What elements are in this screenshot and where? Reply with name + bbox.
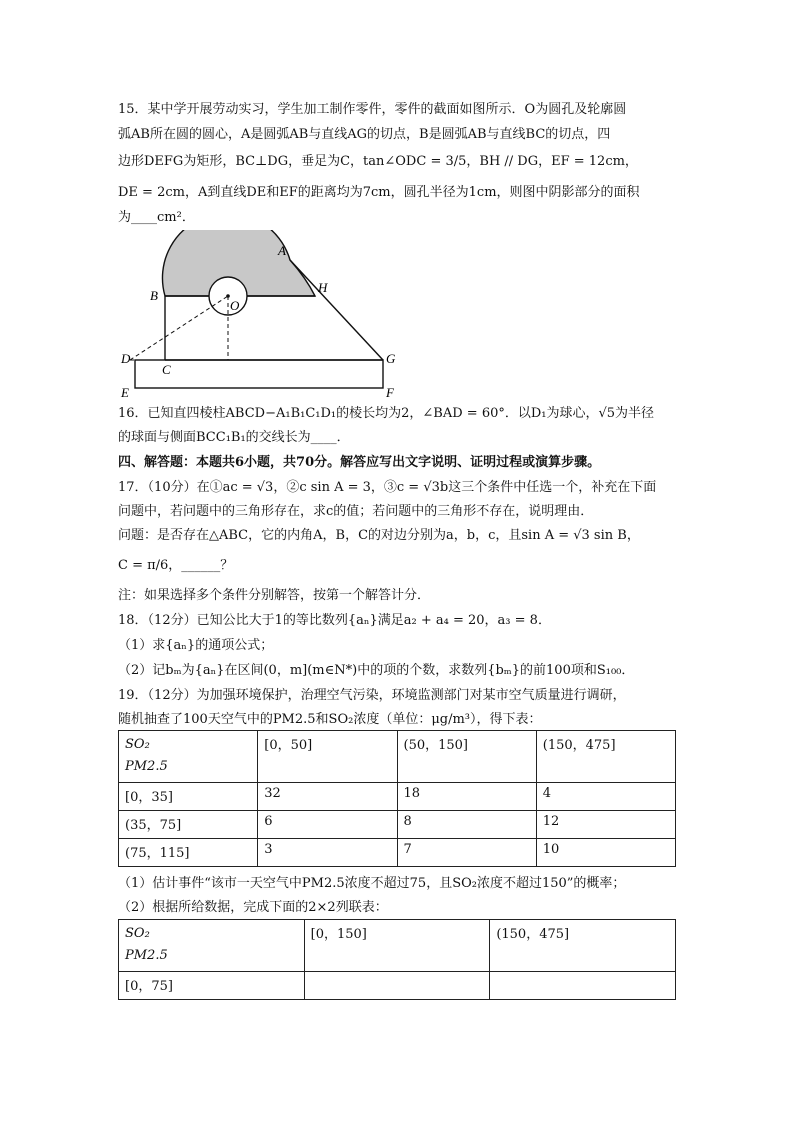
- table1-col-header: [0，50]: [258, 731, 397, 783]
- q19-part1: （1）估计事件“该市一天空气中PM2.5浓度不超过75，且SO₂浓度不超过150”的概率；: [118, 876, 626, 891]
- table1-cell: 32: [258, 783, 397, 811]
- q18-part2: （2）记bₘ为{aₙ}在区间(0，m](m∈N*)中的项的个数，求数列{bₘ}的前100项和S₁₀₀．: [118, 663, 635, 678]
- table2-corner-bottom: PM2.5: [125, 948, 168, 963]
- table2-row-label: [0，75]: [119, 972, 305, 1000]
- table2-cell: [304, 972, 490, 1000]
- rect-defg: [135, 360, 383, 388]
- table2-corner-cell: [119, 920, 305, 972]
- q19-part2: （2）根据所给数据，完成下面的2×2列联表：: [118, 900, 388, 915]
- q17-line1: 17．（10分）在①ac = √3，②c sin A = 3，③c = √3b这三个条件中任选一个，补充在下面: [118, 480, 657, 495]
- table-row: [119, 839, 676, 867]
- dashed-do: [130, 296, 228, 360]
- table1-cell: 8: [397, 811, 536, 839]
- table1-header-row: [119, 731, 676, 783]
- table1-corner-top: SO₂: [125, 737, 150, 752]
- label-e: E: [121, 385, 129, 400]
- q15-figure: [118, 230, 408, 402]
- table-row: [119, 811, 676, 839]
- table1-row-label: (75，115]: [119, 839, 258, 867]
- label-a: A: [278, 243, 286, 258]
- q16-line2: 的球面与侧面BCC₁B₁的交线长为____．: [118, 430, 350, 445]
- label-b: B: [150, 288, 158, 303]
- line-ag: [290, 260, 383, 360]
- table1-cell: 3: [258, 839, 397, 867]
- table1-cell: 10: [536, 839, 675, 867]
- table1-cell: 6: [258, 811, 397, 839]
- label-c: C: [162, 362, 171, 377]
- table1-col-header: (50，150]: [397, 731, 536, 783]
- table-row: [119, 783, 676, 811]
- q15-line4: DE = 2cm，A到直线DE和EF的距离均为7cm，圆孔半径为1cm，则图中阴影部分的面积: [118, 185, 640, 200]
- label-o: O: [230, 298, 240, 313]
- q17-line4: C = π/6，______？: [118, 558, 234, 573]
- table2-header-row: [119, 920, 676, 972]
- q15-line5: 为____cm²．: [118, 210, 195, 225]
- table2-corner-top: SO₂: [125, 926, 150, 941]
- q19-line2: 随机抽查了100天空气中的PM2.5和SO₂浓度（单位：μg/m³），得下表：: [118, 712, 542, 727]
- label-g: G: [386, 351, 396, 366]
- q19-table2: [118, 919, 676, 1000]
- q17-note: 注：如果选择多个条件分别解答，按第一个解答计分．: [118, 588, 431, 603]
- table2-col-header: (150，475]: [490, 920, 676, 972]
- table1-cell: 4: [536, 783, 675, 811]
- q18-line1: 18．（12分）已知公比大于1的等比数列{aₙ}满足a₂ + a₄ = 20，a₃ = 8．: [118, 613, 551, 628]
- label-f: F: [386, 385, 394, 400]
- table1-corner-bottom: PM2.5: [125, 759, 168, 774]
- table2-cell: [490, 972, 676, 1000]
- section4-heading: 四、解答题：本题共6小题，共70分。解答应写出文字说明、证明过程或演算步骤。: [118, 455, 601, 470]
- q19-line1: 19．（12分）为加强环境保护，治理空气污染，环境监测部门对某市空气质量进行调研，: [118, 688, 626, 703]
- label-h: H: [318, 280, 328, 295]
- label-d: D: [121, 351, 131, 366]
- table-row: [119, 972, 676, 1000]
- table1-row-label: (35，75]: [119, 811, 258, 839]
- q17-line3: 问题：是否存在△ABC，它的内角A，B，C的对边分别为a，b，c，且sin A = √3 sin B，: [118, 528, 640, 543]
- q17-line2: 问题中，若问题中的三角形存在，求c的值；若问题中的三角形不存在，说明理由．: [118, 504, 594, 519]
- q16-line1: 16．已知直四棱柱ABCD−A₁B₁C₁D₁的棱长均为2，∠BAD = 60°．以D₁为球心，√5为半径: [118, 406, 655, 421]
- table1-corner-cell: [119, 731, 258, 783]
- q15-line3: 边形DEFG为矩形，BC⊥DG，垂足为C，tan∠ODC = 3/5，BH // DG，EF = 12cm，: [118, 154, 638, 169]
- q15-line2: 弧AB所在圆的圆心，A是圆弧AB与直线AG的切点，B是圆弧AB与直线BC的切点，四: [118, 127, 611, 142]
- table1-col-header: (150，475]: [536, 731, 675, 783]
- table1-row-label: [0，35]: [119, 783, 258, 811]
- q18-part1: （1）求{aₙ}的通项公式；: [118, 638, 274, 653]
- q15-line1: 15．某中学开展劳动实习，学生加工制作零件，零件的截面如图所示．O为圆孔及轮廓圆: [118, 102, 627, 117]
- table1-cell: 7: [397, 839, 536, 867]
- q19-table1: [118, 730, 676, 867]
- table1-cell: 12: [536, 811, 675, 839]
- table1-cell: 18: [397, 783, 536, 811]
- table2-col-header: [0，150]: [304, 920, 490, 972]
